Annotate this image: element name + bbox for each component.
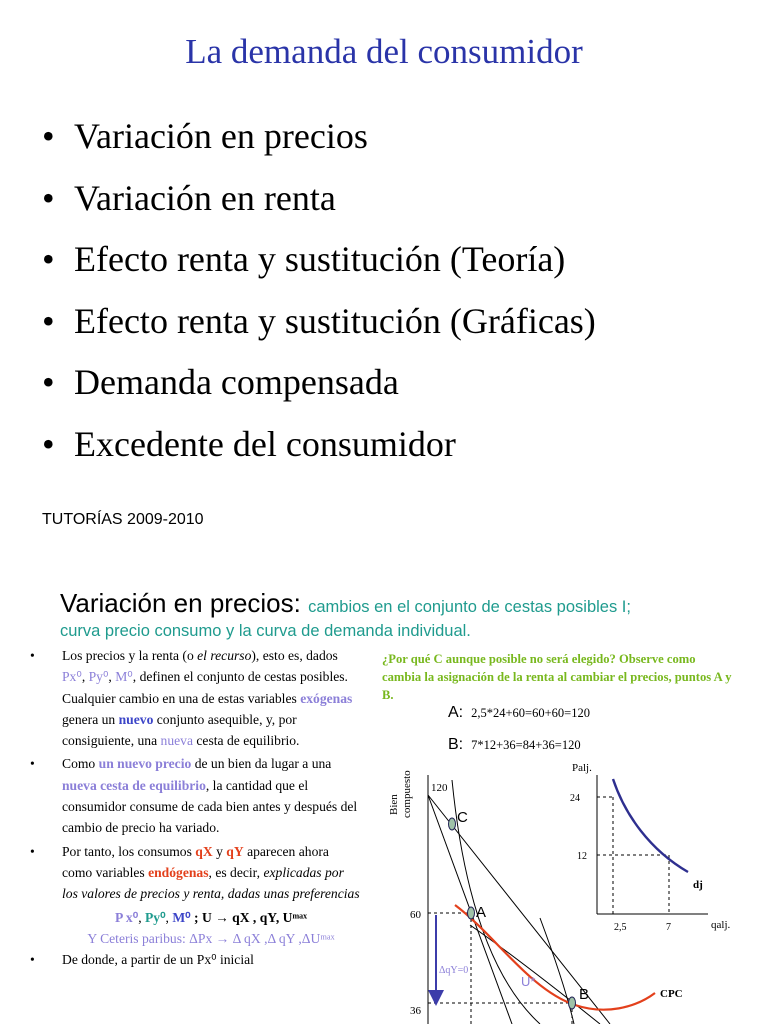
bullet-glyph: •	[42, 177, 55, 218]
text-run: qY	[226, 843, 244, 859]
text-run: P x⁰	[114, 909, 139, 925]
text-run: endógenas	[148, 864, 209, 880]
left-graph	[388, 770, 683, 1024]
text-run: ,	[108, 669, 116, 685]
course-label: TUTORÍAS 2009-2010	[42, 511, 204, 528]
bullet-glyph: •	[30, 843, 35, 859]
bullet-glyph: •	[42, 116, 55, 156]
bullet-glyph: •	[42, 423, 55, 464]
point-c-marker	[449, 818, 456, 830]
text-run: explicadas por los valores de precios y renta, dadas unas preferencias	[62, 864, 360, 902]
bullet-glyph: •	[30, 756, 35, 772]
bullet-glyph: •	[42, 300, 55, 341]
text-run: de un bien da lugar a una	[191, 756, 332, 772]
y-axis-label-1: Bien	[388, 794, 400, 815]
list-item-text: Variación en precios	[74, 116, 368, 156]
text-run: ,	[81, 669, 89, 685]
list-item-text: Efecto renta y sustitución (Gráficas)	[74, 300, 596, 341]
list-item-text: Excedente del consumidor	[74, 423, 456, 464]
point-a-label: A	[476, 904, 487, 921]
text-run: ,	[165, 909, 173, 925]
right-tick-7: 7	[666, 922, 671, 933]
section-subtitle-1: cambios en el conjunto de cestas posibles I;	[308, 598, 631, 616]
tick-36: 36	[410, 1005, 421, 1017]
right-tick-2-5: 2,5	[614, 922, 627, 933]
text-run: Por tanto, los consumos	[62, 843, 196, 859]
text-run: cesta de equilibrio.	[193, 733, 300, 749]
point-b-marker	[569, 997, 576, 1009]
text-run: un nuevo precio	[98, 756, 192, 772]
tick-120: 120	[431, 782, 448, 794]
bullet-glyph: •	[42, 239, 55, 279]
text-run: M⁰	[172, 909, 191, 925]
text-run: Py⁰	[88, 669, 109, 685]
right-x-axis-label: qalj.	[711, 919, 731, 931]
text-run: genera un	[62, 711, 119, 727]
text-run: Como	[62, 756, 99, 772]
text-run: y	[212, 843, 227, 859]
bullet-glyph: •	[30, 952, 35, 968]
question-note: ¿Por qué C aunque posible no será elegido? Observe como cambia la asignación de la renta al cambiar el precios, puntos A y B.	[382, 652, 732, 702]
text-run: Py⁰	[144, 909, 166, 925]
y-axis-label-2: compuesto	[401, 770, 413, 818]
page-title: La demanda del consumidor	[185, 32, 583, 71]
list-item-text: Efecto renta y sustitución (Teoría)	[74, 239, 566, 279]
text-run: nueva cesta de equilibrio	[62, 777, 206, 793]
bullet-glyph: •	[42, 362, 55, 402]
text-run: , definen el conjunto de cestas posibles. Cualquier cambio en una de estas variables	[62, 669, 348, 706]
text-run: qX	[195, 843, 213, 859]
list-item-text: Variación en renta	[74, 177, 336, 218]
formula-2: Y Ceteris paribus: ΔPx → Δ qX ,Δ qY ,ΔUᵐᵃˣ	[87, 930, 335, 946]
equation-a-expr: 2,5*24+60=60+60=120	[471, 706, 590, 720]
point-b-label: B	[579, 986, 590, 1003]
text-run: ), esto es, dados	[251, 648, 338, 663]
equation-b-label: B:	[448, 736, 464, 753]
right-graph	[570, 762, 730, 933]
text-run: Px⁰	[62, 669, 82, 685]
right-tick-12: 12	[577, 851, 587, 862]
indifference-curve-2	[540, 918, 574, 1024]
point-a-marker	[468, 907, 475, 919]
text-run: nueva	[160, 733, 193, 749]
text-run: , la cantidad que el consumidor consume de cada bien antes y después del cambio de precio ha variado.	[62, 777, 358, 836]
section-subtitle-2: curva precio consumo y la curva de demanda individual.	[60, 622, 471, 640]
text-run: exógenas	[300, 690, 353, 706]
text-run: De donde, a partir de un Px⁰ inicial	[62, 952, 254, 968]
text-run: ; U → qX , qY, Uᵐᵃˣ	[190, 909, 308, 925]
text-run: nuevo	[118, 711, 154, 727]
section-title-text: Variación en precios:	[60, 588, 301, 618]
text-run: el recurso	[197, 648, 252, 663]
delta-label: ΔqY=0	[439, 965, 469, 976]
right-tick-24: 24	[570, 793, 580, 804]
text-run: ,	[138, 909, 145, 925]
text-run: M⁰	[115, 669, 133, 685]
list-item-text: Demanda compensada	[74, 362, 399, 402]
equation-a-label: A:	[448, 704, 464, 721]
right-y-axis-label: Palj.	[572, 762, 592, 774]
demand-curve-label: dj	[693, 879, 703, 891]
utility-label: U*	[521, 974, 536, 989]
text-run: Los precios y la renta (o	[62, 648, 198, 663]
bullet-glyph: •	[30, 648, 35, 663]
text-run: , es decir,	[208, 864, 264, 880]
text-run: aparecen ahora como variables	[62, 843, 329, 880]
cpc-label: CPC	[660, 988, 683, 1000]
tick-60: 60	[410, 909, 421, 921]
text-run: conjunto asequible, y, por consiguiente, una	[62, 711, 297, 749]
point-c-label: C	[457, 809, 468, 826]
demand-curve	[613, 779, 688, 872]
equation-b-expr: 7*12+36=84+36=120	[471, 738, 581, 752]
